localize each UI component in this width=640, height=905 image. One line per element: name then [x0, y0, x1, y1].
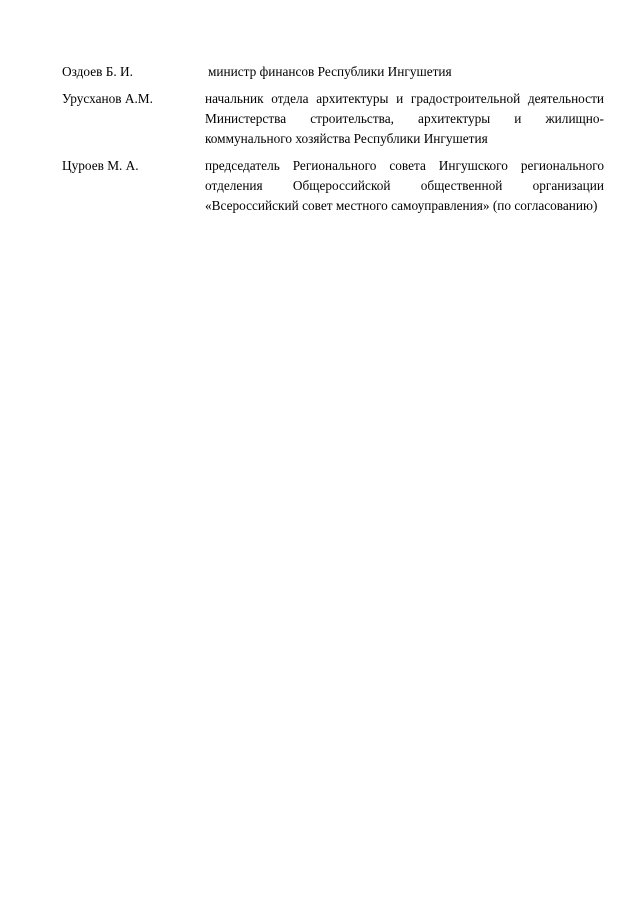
member-role: начальник отдела архитектуры и градостроительной деятельности Министерства строительства, архитектуры и жилищно-коммунального хозяйства Республики Ингушетия	[205, 91, 604, 146]
member-name: Урусханов А.М.	[62, 91, 153, 106]
member-row	[62, 89, 604, 149]
members-list	[62, 62, 604, 216]
member-name: Оздоев Б. И.	[62, 64, 133, 79]
member-row	[62, 62, 604, 82]
member-role: министр финансов Республики Ингушетия	[208, 64, 452, 79]
member-role: председатель Регионального совета Ингушского регионального отделения Общероссийской общественной организации «Всероссийский совет местного самоуправления» (по согласованию)	[205, 158, 604, 213]
member-name: Цуроев М. А.	[62, 158, 139, 173]
member-row	[62, 156, 604, 216]
